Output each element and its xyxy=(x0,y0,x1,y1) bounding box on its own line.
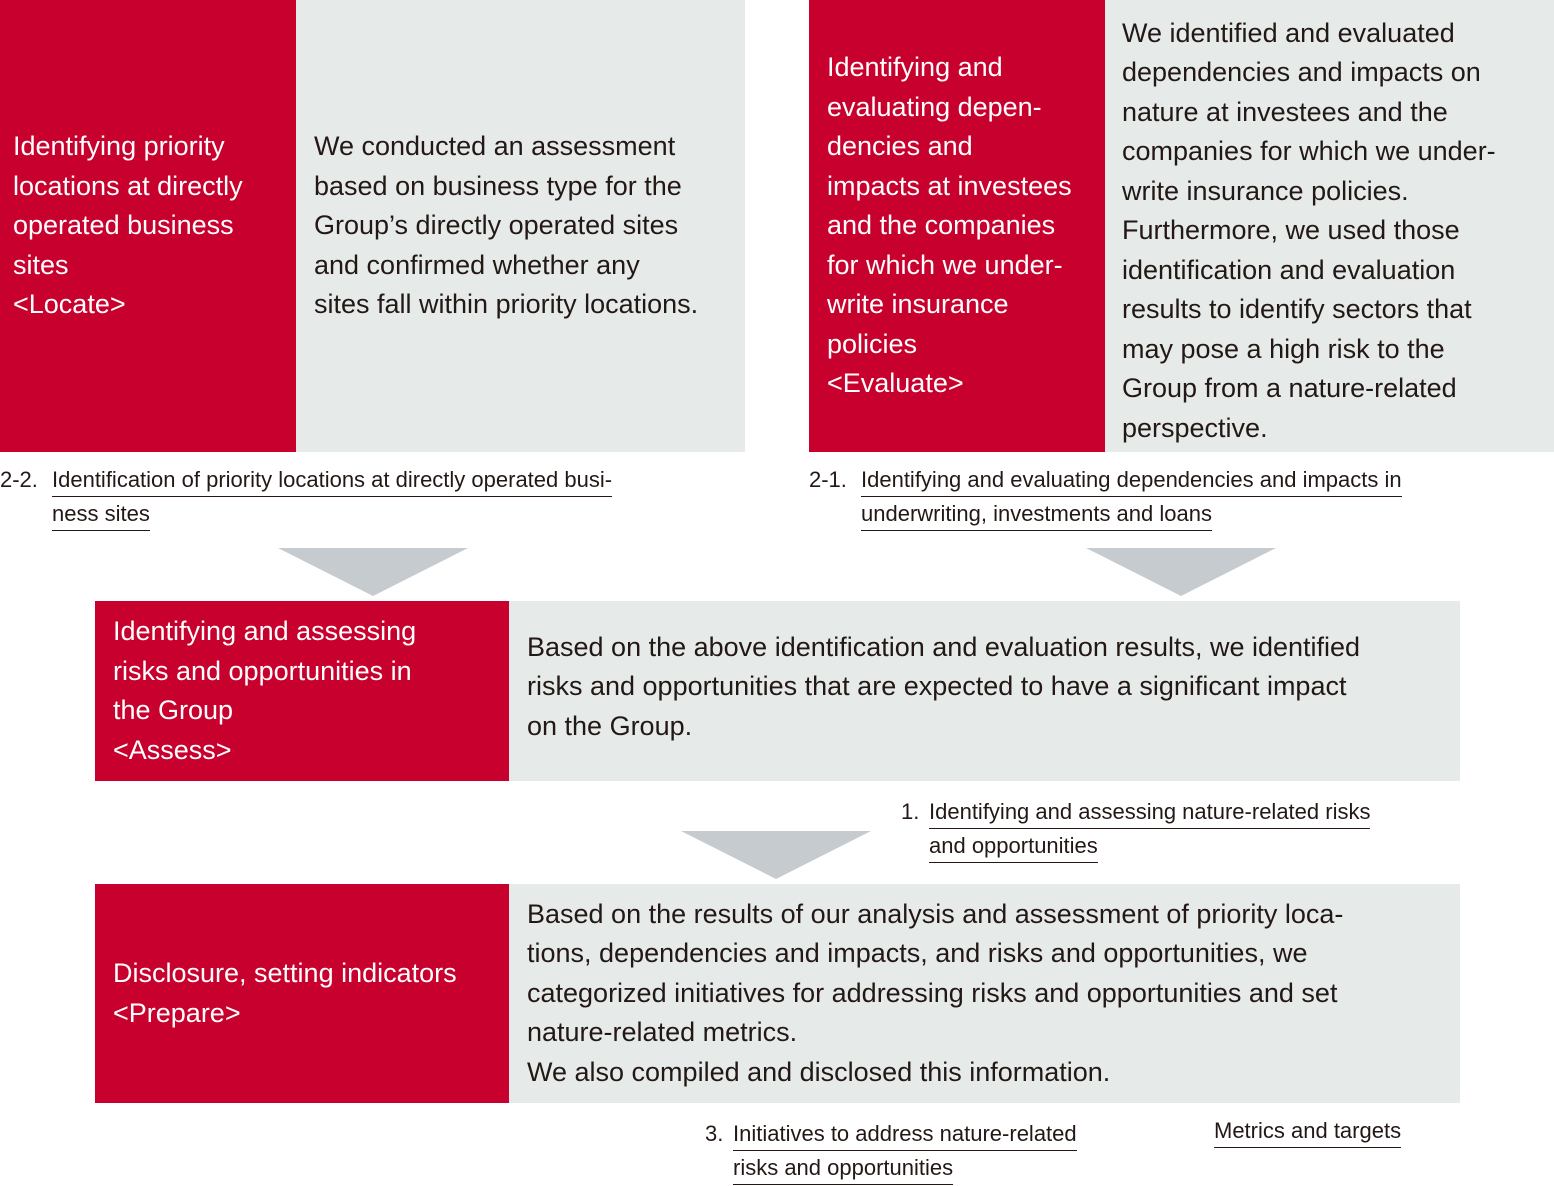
step-evaluate xyxy=(809,0,1554,452)
step-evaluate-description: We identified and evaluated dependencies and impacts on nature at investees and the companies for which we under- write insurance policies. Furthermore, we used those identification and evaluation results to identify sectors that may pose a high risk to the Group from a nature-related perspective. xyxy=(1122,17,1496,443)
step-prepare xyxy=(95,884,1460,1103)
step-locate xyxy=(0,0,745,452)
link-priority-locations[interactable] xyxy=(0,463,720,531)
step-prepare-description: Based on the results of our analysis and assessment of priority loca- tions, dependencies and impacts, and risks and opportunities, we categorized initiatives for addressing risks and opportunities and set nature-related metrics. We also compiled and disclosed this information. xyxy=(527,898,1344,1087)
step-assess-heading-panel xyxy=(95,601,509,781)
link-dependencies-impacts[interactable] xyxy=(809,463,1529,531)
link-risks-opportunities-line1[interactable]: Identifying and assessing nature-related risks xyxy=(929,796,1370,829)
step-assess-description: Based on the above identification and evaluation results, we identified risks and opportunities that are expected to have a significant impact on the Group. xyxy=(527,631,1361,741)
step-locate-description-panel xyxy=(296,0,745,452)
link-initiatives-number: 3. xyxy=(705,1121,724,1146)
link-dependencies-impacts-line1[interactable]: Identifying and evaluating dependencies and impacts in xyxy=(861,464,1402,497)
flow-arrow-down-icon xyxy=(1086,548,1276,598)
step-evaluate-heading-panel xyxy=(809,0,1105,452)
step-locate-heading: Identifying priority locations at directly operated business sites <Locate> xyxy=(13,131,243,320)
link-metrics-targets[interactable] xyxy=(1214,1114,1454,1148)
step-prepare-heading: Disclosure, setting indicators <Prepare> xyxy=(113,958,457,1028)
step-evaluate-heading: Identifying and evaluating depen- dencies and impacts at investees and the companies for which we under- write insurance policies <Evaluate> xyxy=(827,52,1072,399)
link-initiatives-line1[interactable]: Initiatives to address nature-related xyxy=(733,1118,1077,1151)
link-priority-locations-line1[interactable]: Identification of priority locations at directly operated busi- xyxy=(52,464,612,497)
link-risks-opportunities[interactable] xyxy=(901,795,1461,863)
flow-arrow-down-icon xyxy=(681,831,871,881)
step-prepare-description-panel xyxy=(509,884,1460,1103)
link-dependencies-impacts-number: 2-1. xyxy=(809,467,847,492)
step-locate-description: We conducted an assessment based on business type for the Group’s directly operated sites and confirmed whether any sites fall within priority locations. xyxy=(314,131,699,320)
step-prepare-heading-panel xyxy=(95,884,509,1103)
link-priority-locations-number: 2-2. xyxy=(0,467,38,492)
link-initiatives[interactable] xyxy=(705,1117,1165,1185)
link-priority-locations-line2[interactable]: ness sites xyxy=(52,498,150,531)
link-risks-opportunities-line2[interactable]: and opportunities xyxy=(929,830,1098,863)
link-initiatives-line2[interactable]: risks and opportunities xyxy=(733,1152,953,1185)
step-assess-description-panel xyxy=(509,601,1460,781)
link-risks-opportunities-number: 1. xyxy=(901,799,920,824)
step-locate-heading-panel xyxy=(0,0,296,452)
step-assess xyxy=(95,601,1460,781)
link-metrics-targets-label[interactable]: Metrics and targets xyxy=(1214,1115,1401,1148)
step-evaluate-description-panel xyxy=(1105,0,1554,452)
link-dependencies-impacts-line2[interactable]: underwriting, investments and loans xyxy=(861,498,1212,531)
flow-arrow-down-icon xyxy=(278,548,468,598)
step-assess-heading: Identifying and assessing risks and opportunities in the Group <Assess> xyxy=(113,616,417,765)
